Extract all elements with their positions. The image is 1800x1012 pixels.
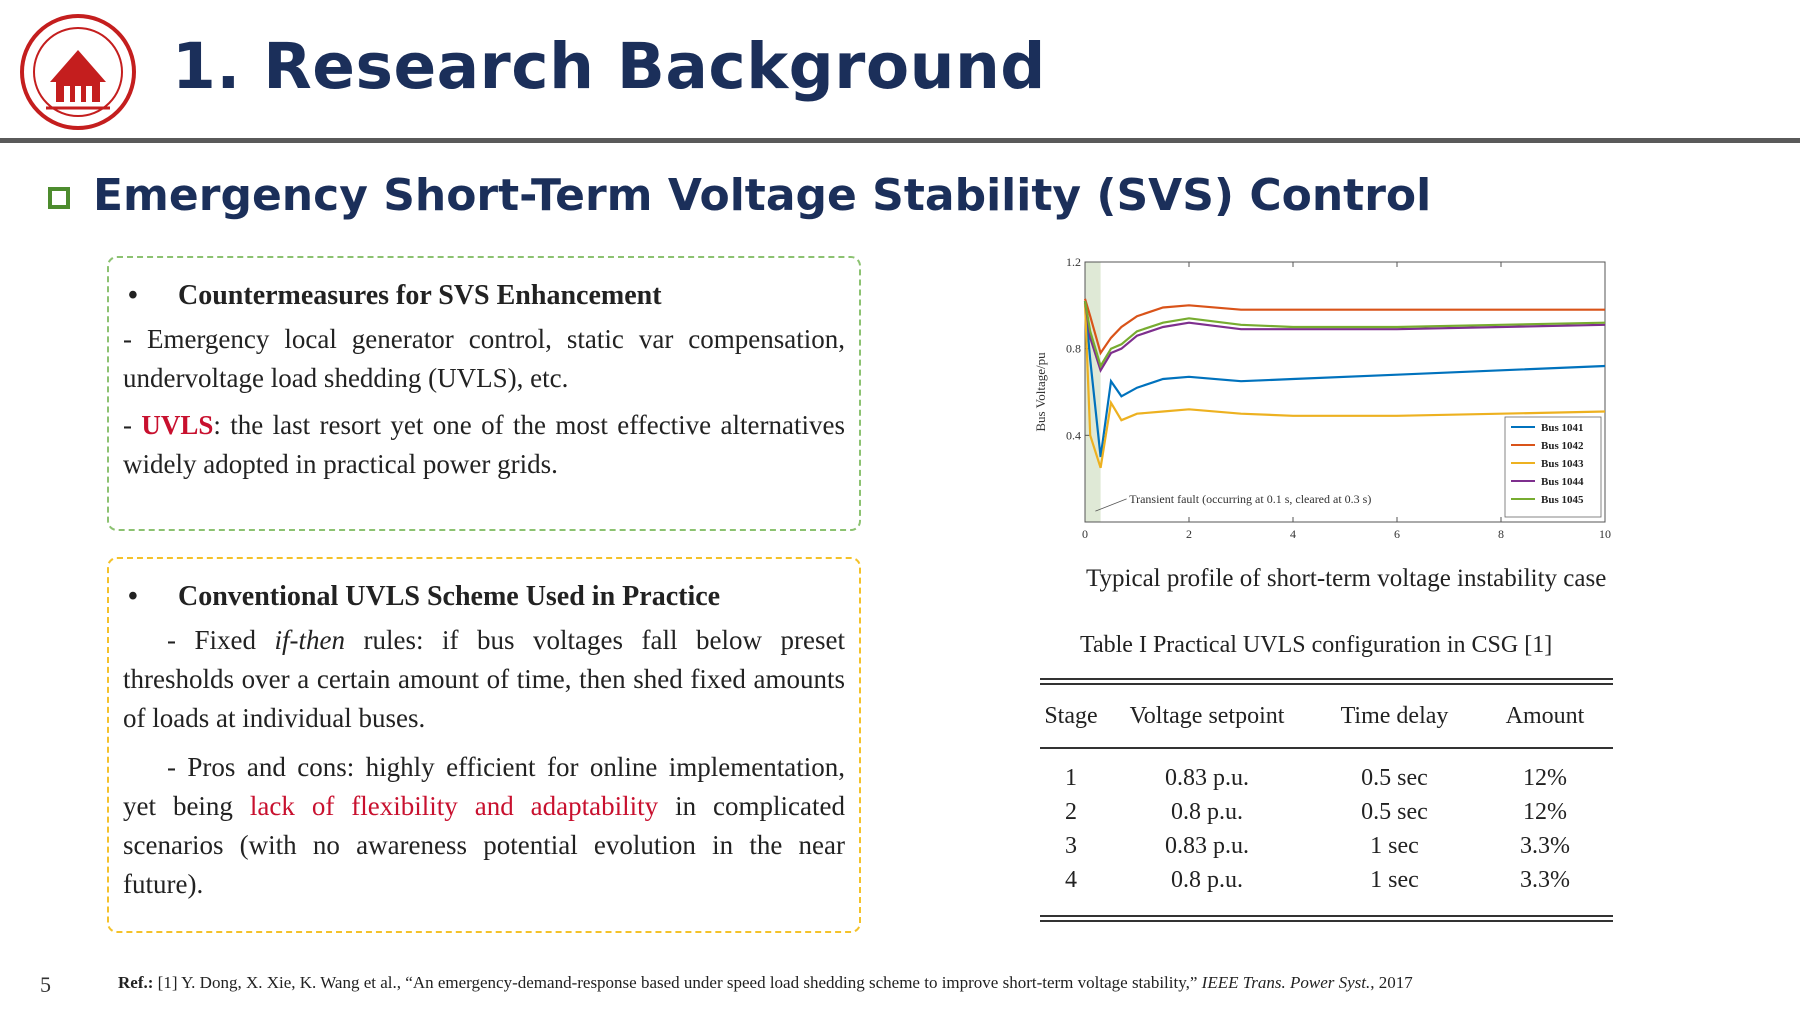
- reference-note: [118, 973, 1413, 993]
- column-header: Voltage setpoint: [1129, 702, 1285, 729]
- pros-cons-item: [123, 748, 845, 904]
- y-axis-label: Bus Voltage/pu: [1033, 352, 1048, 432]
- section-bullet-square-icon: [48, 187, 70, 209]
- x-tick-label: 6: [1394, 527, 1400, 541]
- flexibility-highlight: lack of flexibility and adaptability: [249, 791, 659, 821]
- item-prefix: - Fixed: [167, 625, 275, 655]
- table-cell: 3.3%: [1520, 832, 1570, 859]
- countermeasures-heading: [128, 280, 845, 312]
- ref-label: Ref.:: [118, 973, 154, 992]
- page-number: 5: [40, 972, 51, 997]
- table-body: [1040, 761, 1613, 897]
- y-tick-label: 0.4: [1066, 428, 1081, 443]
- column-header: Stage: [1044, 702, 1098, 729]
- x-tick-label: 8: [1498, 527, 1504, 541]
- countermeasures-heading-text: Countermeasures for SVS Enhancement: [178, 280, 662, 311]
- legend-entry: Bus 1041: [1541, 422, 1584, 434]
- legend-entry: Bus 1044: [1541, 476, 1584, 488]
- conventional-uvls-heading: [128, 581, 845, 613]
- table-cell: 0.5 sec: [1361, 764, 1428, 791]
- table-cell: 4: [1065, 866, 1077, 893]
- table-row: [1040, 829, 1613, 863]
- uvls-highlight: UVLS: [141, 410, 214, 440]
- voltage-profile-chart: [1025, 250, 1625, 560]
- legend-entry: Bus 1042: [1541, 440, 1584, 452]
- if-then-italic: if-then: [274, 625, 346, 655]
- ref-text: [1] Y. Dong, X. Xie, K. Wang et al., “An emergency-demand-response based under speed load shedding scheme to improve short-term voltage stability,”: [153, 973, 1202, 992]
- x-tick-label: 4: [1290, 527, 1296, 541]
- table-bottom-rule: [1040, 915, 1613, 917]
- uvls-config-table: [1040, 678, 1613, 922]
- table-row: [1040, 761, 1613, 795]
- conventional-uvls-box: [107, 557, 861, 933]
- table-bottom-rule-2: [1040, 920, 1613, 922]
- table-cell: 0.8 p.u.: [1171, 866, 1243, 893]
- table-cell: 1: [1065, 764, 1077, 791]
- fixed-rules-item: [123, 621, 845, 738]
- table-cell: 0.83 p.u.: [1165, 764, 1249, 791]
- table-row: [1040, 795, 1613, 829]
- ref-year: , 2017: [1370, 973, 1413, 992]
- table-cell: 3: [1065, 832, 1077, 859]
- item-prefix: - Pros and cons: highly efficient for online implementation, yet being: [123, 752, 845, 821]
- university-seal-logo: [18, 12, 138, 132]
- table-cell: 3.3%: [1520, 866, 1570, 893]
- header-divider: [0, 138, 1800, 143]
- section-title: Emergency Short-Term Voltage Stability (SVS) Control: [93, 170, 1432, 221]
- table-top-rule: [1040, 678, 1613, 680]
- table-cell: 2: [1065, 798, 1077, 825]
- table-cell: 1 sec: [1370, 866, 1419, 893]
- table-row: [1040, 863, 1613, 897]
- item-text: rules: if bus voltages fall below preset thresholds over a certain amount of time, then shed fixed amounts of loads at individual buses.: [123, 625, 845, 733]
- countermeasures-item-1: - Emergency local generator control, static var compensation, undervoltage load shedding (UVLS), etc.: [123, 324, 845, 393]
- conventional-uvls-heading-text: Conventional UVLS Scheme Used in Practice: [178, 581, 721, 612]
- legend-entry: Bus 1043: [1541, 458, 1584, 470]
- table-caption: Table I Practical UVLS configuration in CSG [1]: [1080, 632, 1553, 658]
- bullet-dot: •: [128, 581, 138, 612]
- series-line-bus-1044: [1085, 301, 1605, 370]
- fault-annotation: Transient fault (occurring at 0.1 s, cleared at 0.3 s): [1129, 491, 1372, 506]
- bullet-dot: •: [128, 280, 138, 311]
- table-cell: 1 sec: [1370, 832, 1419, 859]
- table-header-row: [1040, 685, 1613, 747]
- table-cell: 0.5 sec: [1361, 798, 1428, 825]
- y-tick-label: 0.8: [1066, 341, 1081, 356]
- countermeasures-item-2: [123, 406, 845, 484]
- table-cell: 0.83 p.u.: [1165, 832, 1249, 859]
- table-cell: 0.8 p.u.: [1171, 798, 1243, 825]
- item-text: in complicated scenarios (with no awareness potential evolution in the near future).: [123, 791, 845, 899]
- column-header: Time delay: [1340, 702, 1449, 729]
- table-header-rule: [1040, 747, 1613, 749]
- item-2-text: : the last resort yet one of the most effective alternatives widely adopted in practical power grids.: [123, 410, 845, 479]
- page-title: 1. Research Background: [172, 30, 1046, 103]
- table-cell: 12%: [1523, 798, 1567, 825]
- countermeasures-box: [107, 256, 861, 531]
- legend-entry: Bus 1045: [1541, 494, 1584, 506]
- ref-journal: IEEE Trans. Power Syst.: [1201, 973, 1371, 992]
- column-header: Amount: [1505, 702, 1585, 729]
- x-tick-label: 10: [1599, 527, 1611, 541]
- table-cell: 12%: [1523, 764, 1567, 791]
- chart-caption: Typical profile of short-term voltage instability case: [1086, 565, 1607, 592]
- item-dash: -: [123, 410, 142, 440]
- x-tick-label: 2: [1186, 527, 1192, 541]
- x-tick-label: 0: [1082, 527, 1088, 541]
- y-tick-label: 1.2: [1066, 255, 1081, 269]
